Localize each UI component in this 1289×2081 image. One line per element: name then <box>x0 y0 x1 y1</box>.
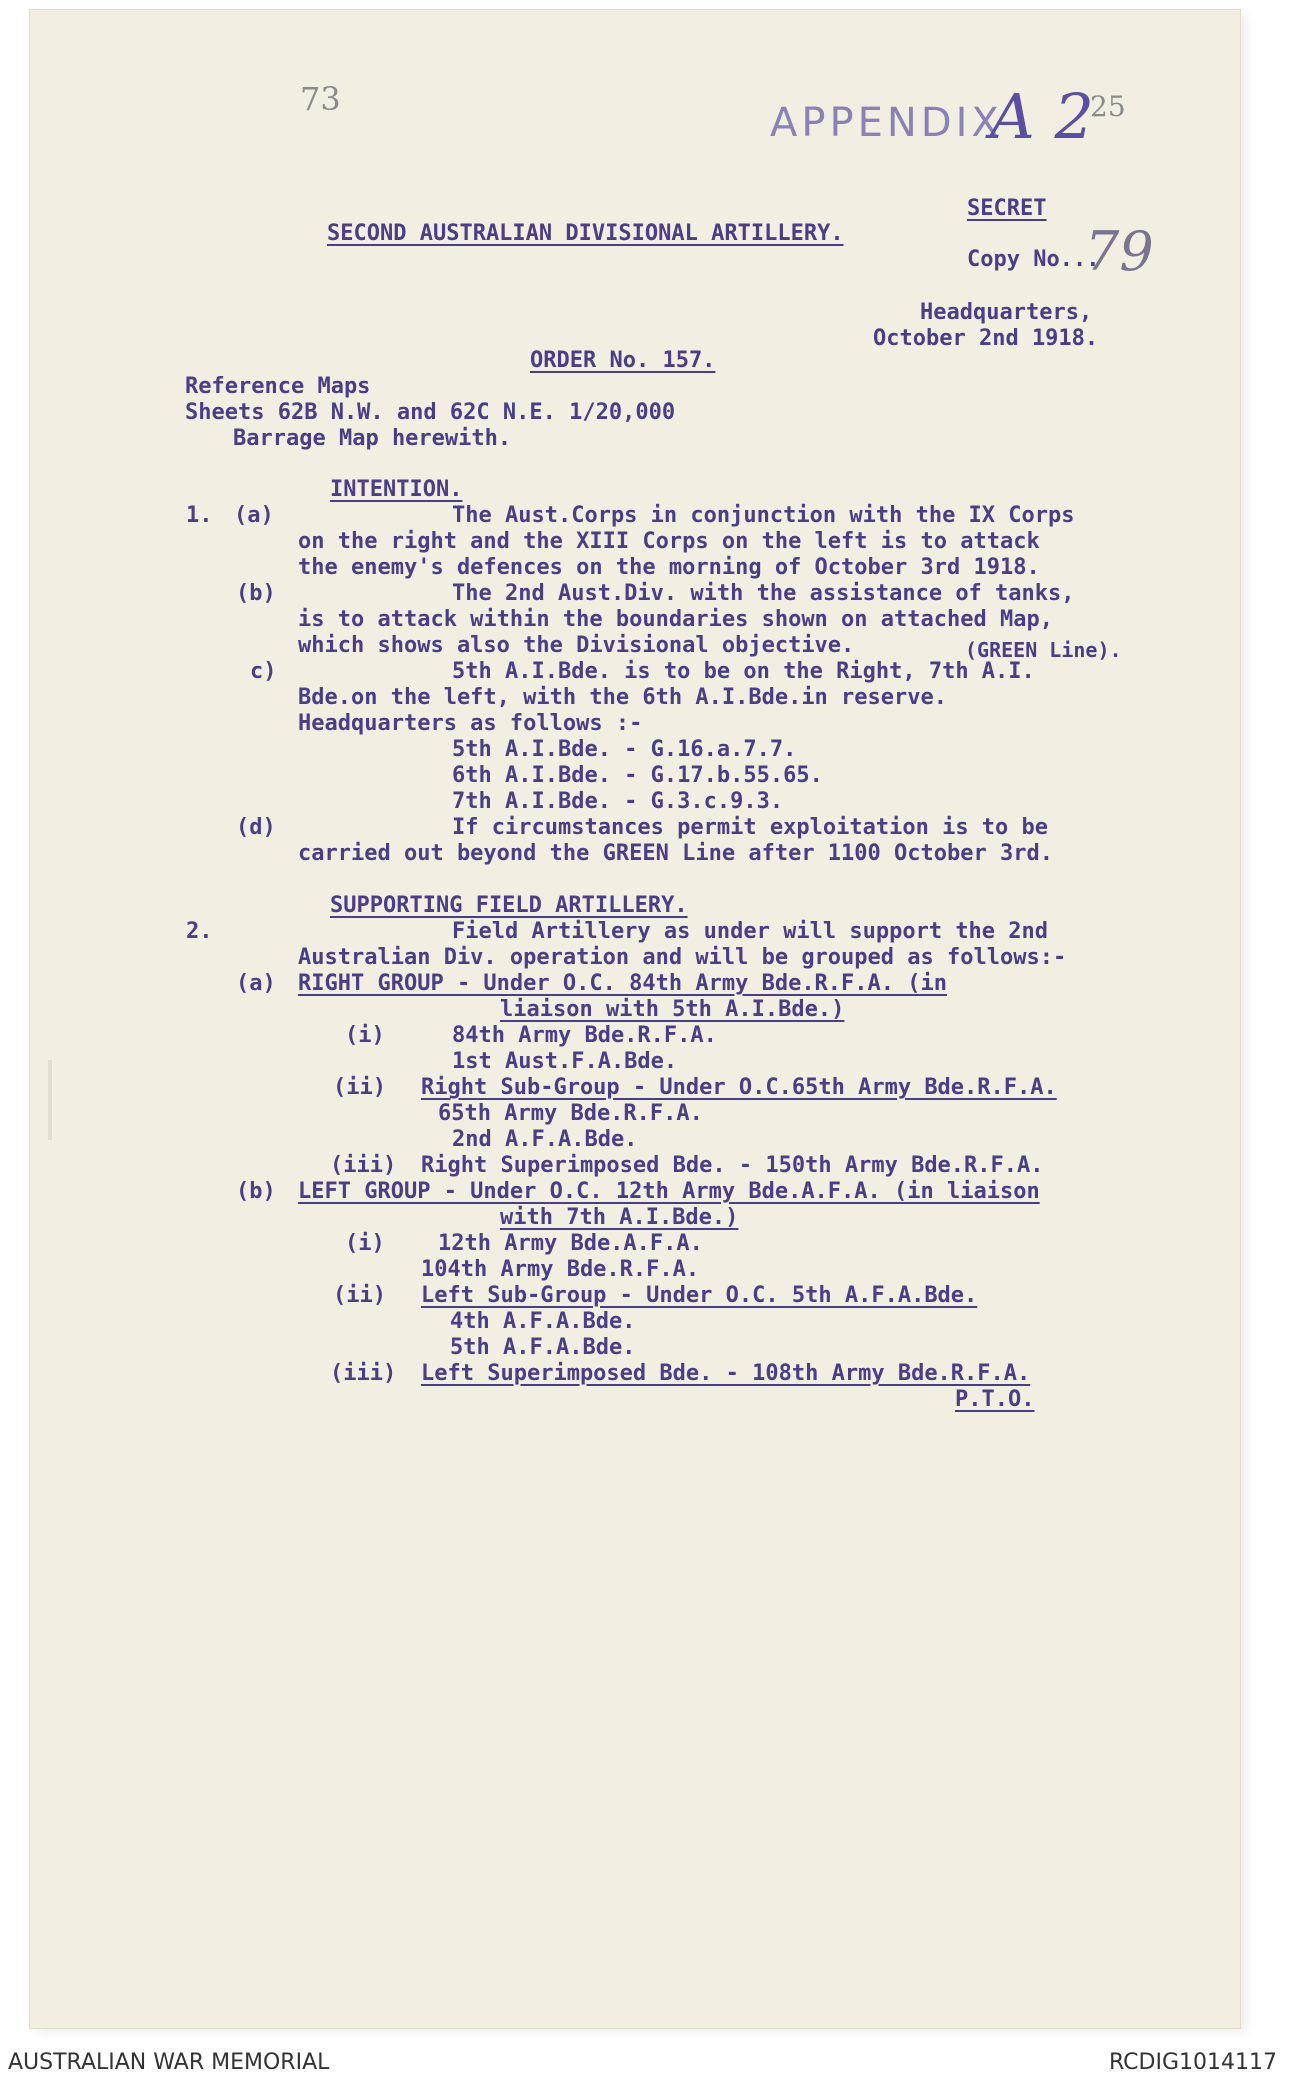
hq-row: 7th A.I.Bde. - G.3.c.9.3. <box>452 789 784 814</box>
support-line2: Australian Div. operation and will be grouped as follows:- <box>298 945 1067 970</box>
intention-c-line2: Bde.on the left, with the 6th A.I.Bde.in reserve. <box>298 685 948 710</box>
subitem-label-ii: (ii) <box>333 1283 386 1308</box>
intention-c-line3: Headquarters as follows :- <box>298 711 643 736</box>
left-group-line2: with 7th A.I.Bde.) <box>500 1205 739 1230</box>
right-group-i-line2: 1st Aust.F.A.Bde. <box>452 1049 678 1074</box>
item-label-b: (b) <box>236 581 276 606</box>
item-label-a: (a) <box>234 503 274 528</box>
intention-a-line3: the enemy's defences on the morning of October 3rd 1918. <box>298 555 1040 580</box>
hq-row: 6th A.I.Bde. - G.17.b.55.65. <box>452 763 823 788</box>
left-group-line1: LEFT GROUP - Under O.C. 12th Army Bde.A.F.A. (in liaison <box>298 1179 1040 1204</box>
handwritten-appendix-mark: A 2 <box>990 80 1094 153</box>
right-group-line1: RIGHT GROUP - Under O.C. 84th Army Bde.R.F.A. (in <box>298 971 948 996</box>
headquarters-label: Headquarters, <box>920 300 1093 325</box>
intention-b-line3: which shows also the Divisional objective. <box>298 633 855 658</box>
reference-barrage: Barrage Map herewith. <box>233 426 512 451</box>
handwritten-copy-number: 79 <box>1085 220 1154 283</box>
section-number-1: 1. <box>186 503 213 528</box>
item-label-b: (b) <box>236 1179 276 1204</box>
left-group-i-line1: 12th Army Bde.A.F.A. <box>438 1231 703 1256</box>
intention-b-line2: is to attack within the boundaries shown on attached Map, <box>298 607 1053 632</box>
left-superimposed: Left Superimposed Bde. - 108th Army Bde.R.F.A. <box>421 1361 1031 1386</box>
right-subgroup-line3: 2nd A.F.A.Bde. <box>452 1127 638 1152</box>
page-number: 25 <box>1090 90 1126 123</box>
intention-heading: INTENTION. <box>330 477 463 502</box>
intention-b-line1: The 2nd Aust.Div. with the assistance of tanks, <box>452 581 1075 606</box>
right-group-line2: liaison with 5th A.I.Bde.) <box>500 997 845 1022</box>
intention-d-line1: If circumstances permit exploitation is to be <box>452 815 1049 840</box>
right-subgroup <box>421 1075 1057 1101</box>
support-line1: Field Artillery as under will support the 2nd <box>452 919 1049 944</box>
document-title: SECOND AUSTRALIAN DIVISIONAL ARTILLERY. <box>327 221 844 246</box>
hq-row: 5th A.I.Bde. - G.16.a.7.7. <box>452 737 797 762</box>
appendix-stamp: APPENDIX <box>770 100 1003 146</box>
intention-d-line2: carried out beyond the GREEN Line after 1100 October 3rd. <box>298 841 1053 866</box>
item-label-d: (d) <box>236 815 276 840</box>
subitem-label-iii: (iii) <box>330 1361 397 1386</box>
right-subgroup-text: Right Sub-Group - Under O.C.65th Army Bde.R.F.A. <box>421 1075 1057 1100</box>
right-group-i-line1: 84th Army Bde.R.F.A. <box>452 1023 717 1048</box>
intention-c-line1: 5th A.I.Bde. is to be on the Right, 7th A.I. <box>452 659 1035 684</box>
subitem-label-i: (i) <box>345 1023 385 1048</box>
pto-label: P.T.O. <box>955 1387 1035 1412</box>
subitem-label-i: (i) <box>345 1231 385 1256</box>
secret-label: SECRET <box>967 196 1047 221</box>
order-number: ORDER No. 157. <box>530 348 716 373</box>
subitem-label-iii: (iii) <box>330 1153 397 1178</box>
left-subgroup <box>421 1283 977 1309</box>
reference-sheets: Sheets 62B N.W. and 62C N.E. 1/20,000 <box>185 400 676 425</box>
left-subgroup-line3: 5th A.F.A.Bde. <box>450 1335 636 1360</box>
document-date: October 2nd 1918. <box>873 326 1099 351</box>
folio-number: 73 <box>300 80 341 118</box>
reference-maps-label: Reference Maps <box>185 374 371 399</box>
footer-credit: AUSTRALIAN WAR MEMORIAL <box>8 2050 330 2075</box>
right-subgroup-line2: 65th Army Bde.R.F.A. <box>438 1101 703 1126</box>
intention-a-line1: The Aust.Corps in conjunction with the IX Corps <box>452 503 1075 528</box>
intention-a-line2: on the right and the XIII Corps on the left is to attack <box>298 529 1040 554</box>
section-number-2: 2. <box>186 919 213 944</box>
supporting-artillery-heading: SUPPORTING FIELD ARTILLERY. <box>330 893 688 918</box>
left-subgroup-text: Left Sub-Group - Under O.C. 5th A.F.A.Bde. <box>421 1283 978 1308</box>
left-subgroup-line2: 4th A.F.A.Bde. <box>450 1309 636 1334</box>
paper-fold-mark <box>48 1060 52 1140</box>
item-label-c: c) <box>250 659 277 684</box>
copy-label: Copy No... <box>967 247 1100 272</box>
subitem-label-ii: (ii) <box>333 1075 386 1100</box>
left-group-i-line2: 104th Army Bde.R.F.A. <box>421 1257 700 1282</box>
right-superimposed: Right Superimposed Bde. - 150th Army Bde.R.F.A. <box>421 1153 1044 1178</box>
footer-record-id: RCDIG1014117 <box>1108 2050 1277 2075</box>
green-line-note: (GREEN Line). <box>965 638 1122 662</box>
item-label-a: (a) <box>236 971 276 996</box>
